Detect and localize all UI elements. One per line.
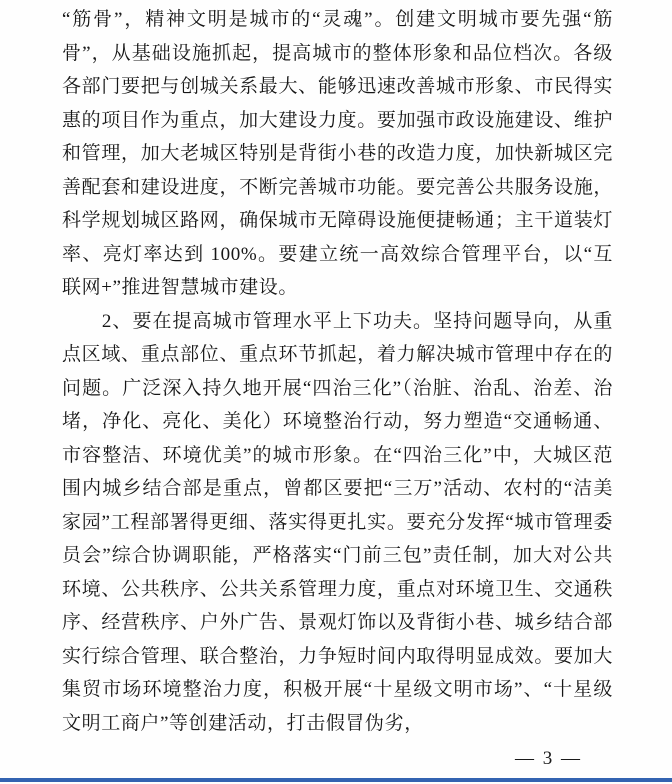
paragraph-continuation: “筋骨”，精神文明是城市的“灵魂”。创建文明城市要先强“筋骨”，从基础设施抓起，提高城市的整体形象和品位档次。各级各部门要把与创城关系最大、能够迅速改善城市形象、市民得实惠的项目作为重点，加大建设力度。要加强市政设施建设、维护和管理，加大老城区特别是背街小巷的改造力度，加快新城区完善配套和建设进度，不断完善城市功能。要完善公共服务设施，科学规划城区路网，确保城市无障碍设施便捷畅通；主干道装灯率、亮灯率达到 100%。要建立统一高效综合管理平台，以“互联网+”推进智慧城市建设。: [62, 9, 613, 298]
paragraph-item-2: 2、要在提高城市管理水平上下功夫。坚持问题导向，从重点区域、重点部位、重点环节抓起，着力解决城市管理中存在的问题。广泛深入持久地开展“四治三化”（治脏、治乱、治差、治堵，净化、亮化、美化）环境整治行动，努力塑造“交通畅通、市容整洁、环境优美”的城市形象。在“四治三化”中，大城区范围内城乡结合部是重点，曾都区要把“三万”活动、农村的“洁美家园”工程部署得更细、落实得更扎实。要充分发挥“城市管理委员会”综合协调职能，严格落实“门前三包”责任制，加大对公共环境、公共秩序、公共关系管理力度，重点对环境卫生、交通秩序、经营秩序、户外广告、景观灯饰以及背街小巷、城乡结合部实行综合管理、联合整治，力争短时间内取得明显成效。要加大集贸市场环境整治力度，积极开展“十星级文明市场”、“十星级文明工商户”等创建活动，打击假冒伪劣，: [62, 310, 613, 734]
page-number: — 3 —: [515, 748, 582, 769]
bottom-accent-bar: [0, 778, 672, 782]
document-body-text: [62, 3, 613, 740]
